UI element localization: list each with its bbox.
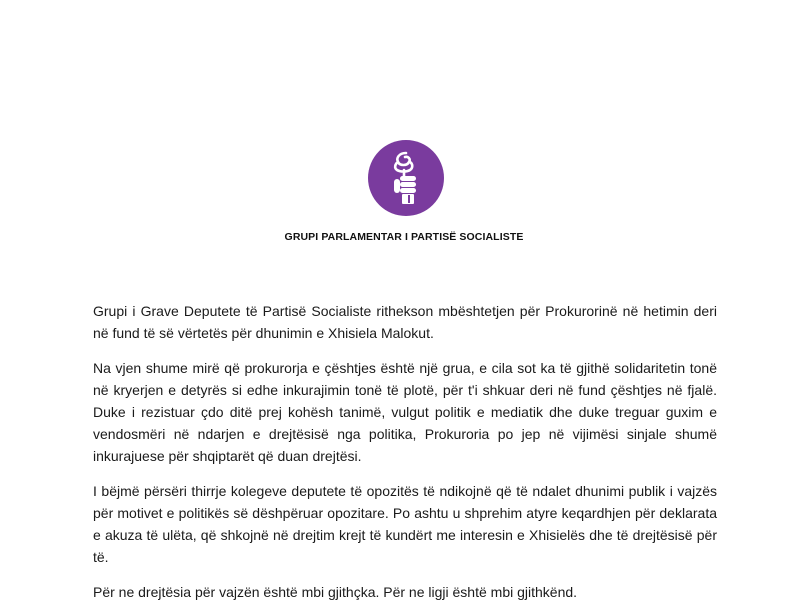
rose-fist-party-logo-icon — [368, 140, 444, 216]
document-body — [93, 300, 717, 616]
paragraph: I bëjmë përsëri thirrje kolegeve deputete të opozitës të ndikojnë që të ndalet dhunimi publik i vajzës për motivet e politikës së dëshpëruar opozitare. Po ashtu u shprehim atyre keqardhjen për deklarata e akuza të ulëta, që shkojnë në drejtim krejt të kundërt me interesin e Xhisielës dhe të drejtësisë për të. — [93, 483, 717, 565]
paragraph: Për ne drejtësia për vajzën është mbi gjithçka. Për ne ligji është mbi gjithkënd. — [93, 584, 578, 600]
paragraph: Na vjen shume mirë që prokurorja e çështjes është një grua, e cila sot ka të gjithë solidaritetin tonë në kryerjen e detyrës si edhe inkurajimin tonë të plotë, për t'i shkuar deri në fund çështjes në fjalë. Duke i rezistuar çdo ditë prej kohësh tanimë, vulgut politik e mediatik dhe duke treguar guxim e vendosmëri në ndarjen e drejtësisë nga politika, Prokuroria po jep në vijimësi sinjale shumë inkurajuese për shqiptarët që duan drejtësi. — [93, 360, 717, 464]
org-title: GRUPI PARLAMENTAR I PARTISË SOCIALISTE — [284, 231, 524, 243]
paragraph: Grupi i Grave Deputete të Partisë Socialiste rithekson mbështetjen për Prokurorinë në hetimin deri në fund të së vërtetës për dhunimin e Xhisiela Malokut. — [93, 303, 717, 341]
